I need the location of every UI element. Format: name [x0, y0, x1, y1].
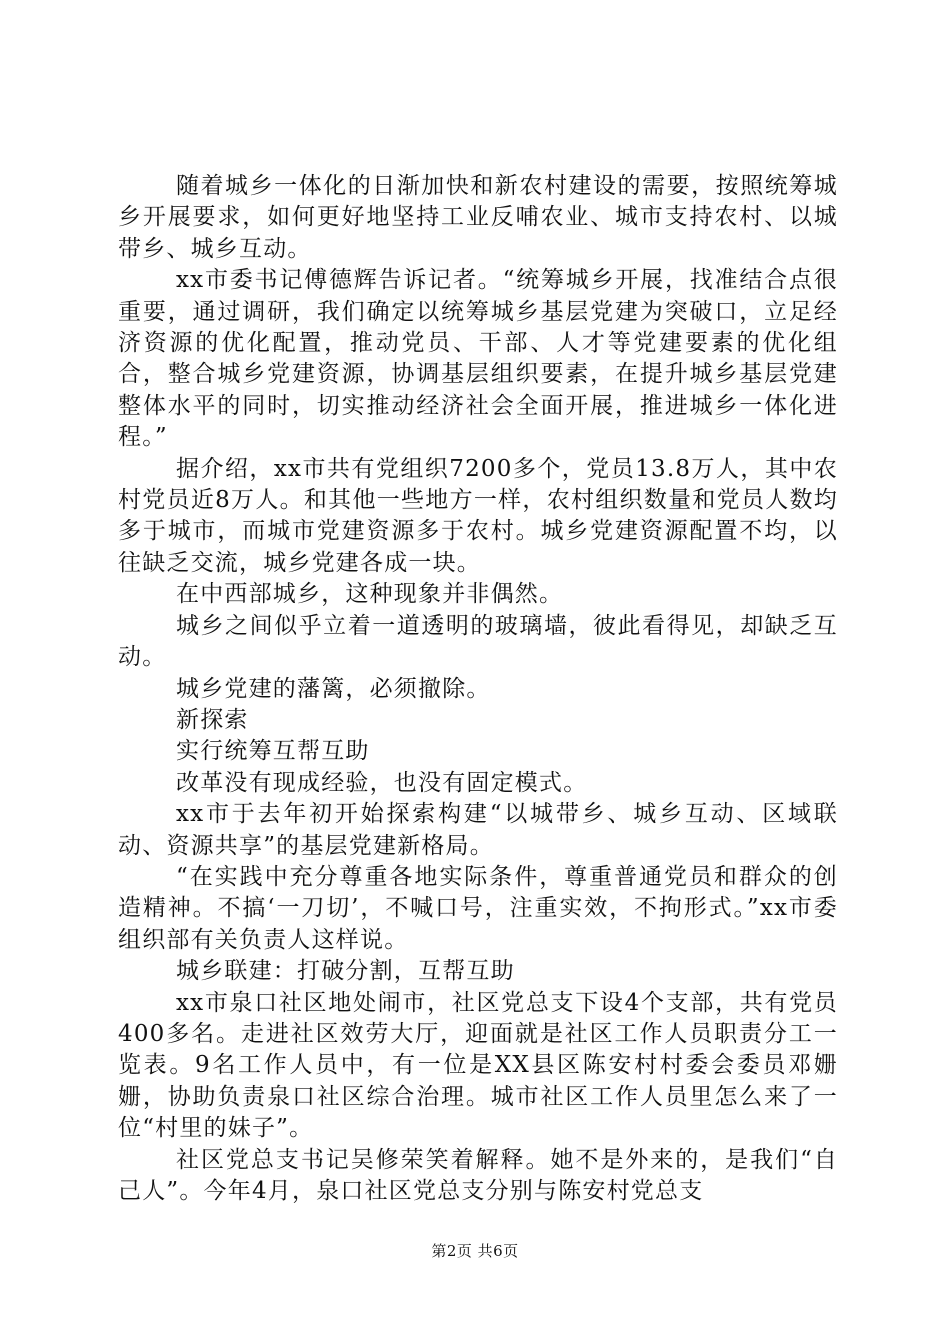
paragraph: 城乡党建的藩篱，必须撤除。	[176, 675, 491, 702]
paragraph: 城乡之间似乎立着一道透明的玻璃墙，彼此看得见，却缺乏互动。	[118, 612, 838, 671]
section-heading: 新探索	[176, 706, 249, 733]
section-subheading: 实行统筹互帮互助	[176, 738, 370, 765]
paragraph: 社区党总支书记吴修荣笑着解释。她不是外来的，是我们“自己人”。今年4月，泉口社区党总支分别与陈安村党总支	[118, 1146, 838, 1204]
paragraph: 在中西部城乡，这种现象并非偶然。	[176, 581, 564, 608]
paragraph: xx市委书记傅德辉告诉记者。“统筹城乡开展，找准结合点很重要，通过调研，我们确定以统筹城乡基层党建为突破口，立足经济资源的优化配置，推动党员、干部、人才等党建要素的优化组合，整合城乡党建资源，协调基层组织要素，在提升城乡基层党建整体水平的同时，切实推动经济社会全面开展，推进城乡一体化进程。”	[118, 267, 838, 451]
paragraph: xx市泉口社区地处闹市，社区党总支下设4个支部，共有党员400多名。走进社区效劳大厅，迎面就是社区工作人员职责分工一览表。9名工作人员中，有一位是XX县区陈安村村委会委员邓姗姗，协助负责泉口社区综合治理。城市社区工作人员里怎么来了一位“村里的妹子”。	[118, 989, 838, 1142]
paragraph: xx市于去年初开始探索构建“以城带乡、城乡互动、区域联动、资源共享”的基层党建新格局。	[118, 801, 838, 859]
paragraph: 随着城乡一体化的日渐加快和新农村建设的需要，按照统筹城乡开展要求，如何更好地坚持工业反哺农业、城市支持农村、以城带乡、城乡互动。	[118, 173, 838, 262]
article-body	[118, 171, 838, 1207]
page-number: 第2页 共6页	[431, 1242, 519, 1260]
paragraph: 据介绍，xx市共有党组织7200多个，党员13.8万人，其中农村党员近8万人。和其他一些地方一样，农村组织数量和党员人数均多于城市，而城市党建资源多于农村。城乡党建资源配置不均，以往缺乏交流，城乡党建各成一块。	[118, 455, 838, 576]
section-subheading: 城乡联建：打破分割，互帮互助	[176, 958, 515, 985]
paragraph: 改革没有现成经验，也没有固定模式。	[176, 769, 588, 796]
paragraph: “在实践中充分尊重各地实际条件，尊重普通党员和群众的创造精神。不搞‘一刀切’，不喊口号，注重实效，不拘形式。”xx市委组织部有关负责人这样说。	[118, 863, 838, 953]
